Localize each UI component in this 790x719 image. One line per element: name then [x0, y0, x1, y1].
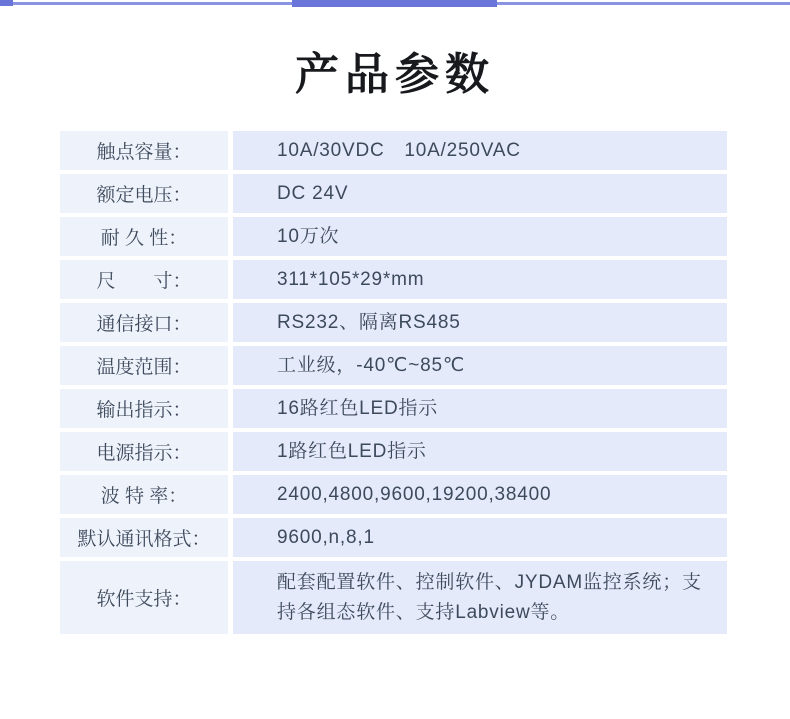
table-row [60, 217, 727, 256]
page-title: 产品参数 [295, 50, 495, 99]
table-row [60, 346, 727, 385]
table-row [60, 131, 727, 170]
table-row [60, 303, 727, 342]
top-accent-bar-center [292, 0, 497, 7]
spec-label: 电源指示： [60, 432, 228, 471]
spec-value: 配套配置软件、控制软件、JYDAM监控系统；支持各组态软件、支持Labview等。 [233, 561, 727, 634]
spec-label: 额定电压： [60, 174, 228, 213]
table-row [60, 518, 727, 557]
table-row [60, 260, 727, 299]
spec-label: 耐 久 性： [60, 217, 228, 256]
spec-label: 温度范围： [60, 346, 228, 385]
spec-value: DC 24V [233, 174, 727, 213]
spec-label: 波 特 率： [60, 475, 228, 514]
spec-value: 10A/30VDC 10A/250VAC [233, 131, 727, 170]
table-row [60, 389, 727, 428]
spec-value: 10万次 [233, 217, 727, 256]
spec-label: 尺 寸： [60, 260, 228, 299]
spec-label: 通信接口： [60, 303, 228, 342]
product-spec-table [60, 131, 727, 638]
spec-value: 2400,4800,9600,19200,38400 [233, 475, 727, 514]
spec-value: 311*105*29*mm [233, 260, 727, 299]
spec-value: 1路红色LED指示 [233, 432, 727, 471]
table-row [60, 174, 727, 213]
spec-value: 9600,n,8,1 [233, 518, 727, 557]
table-row [60, 561, 727, 634]
spec-label: 输出指示： [60, 389, 228, 428]
table-row [60, 432, 727, 471]
spec-value: 16路红色LED指示 [233, 389, 727, 428]
spec-value: 工业级，-40℃~85℃ [233, 346, 727, 385]
spec-label: 默认通讯格式： [60, 518, 228, 557]
spec-value: RS232、隔离RS485 [233, 303, 727, 342]
table-row [60, 475, 727, 514]
spec-label: 软件支持： [60, 561, 228, 634]
top-accent-bar-left [0, 0, 13, 6]
spec-label: 触点容量： [60, 131, 228, 170]
